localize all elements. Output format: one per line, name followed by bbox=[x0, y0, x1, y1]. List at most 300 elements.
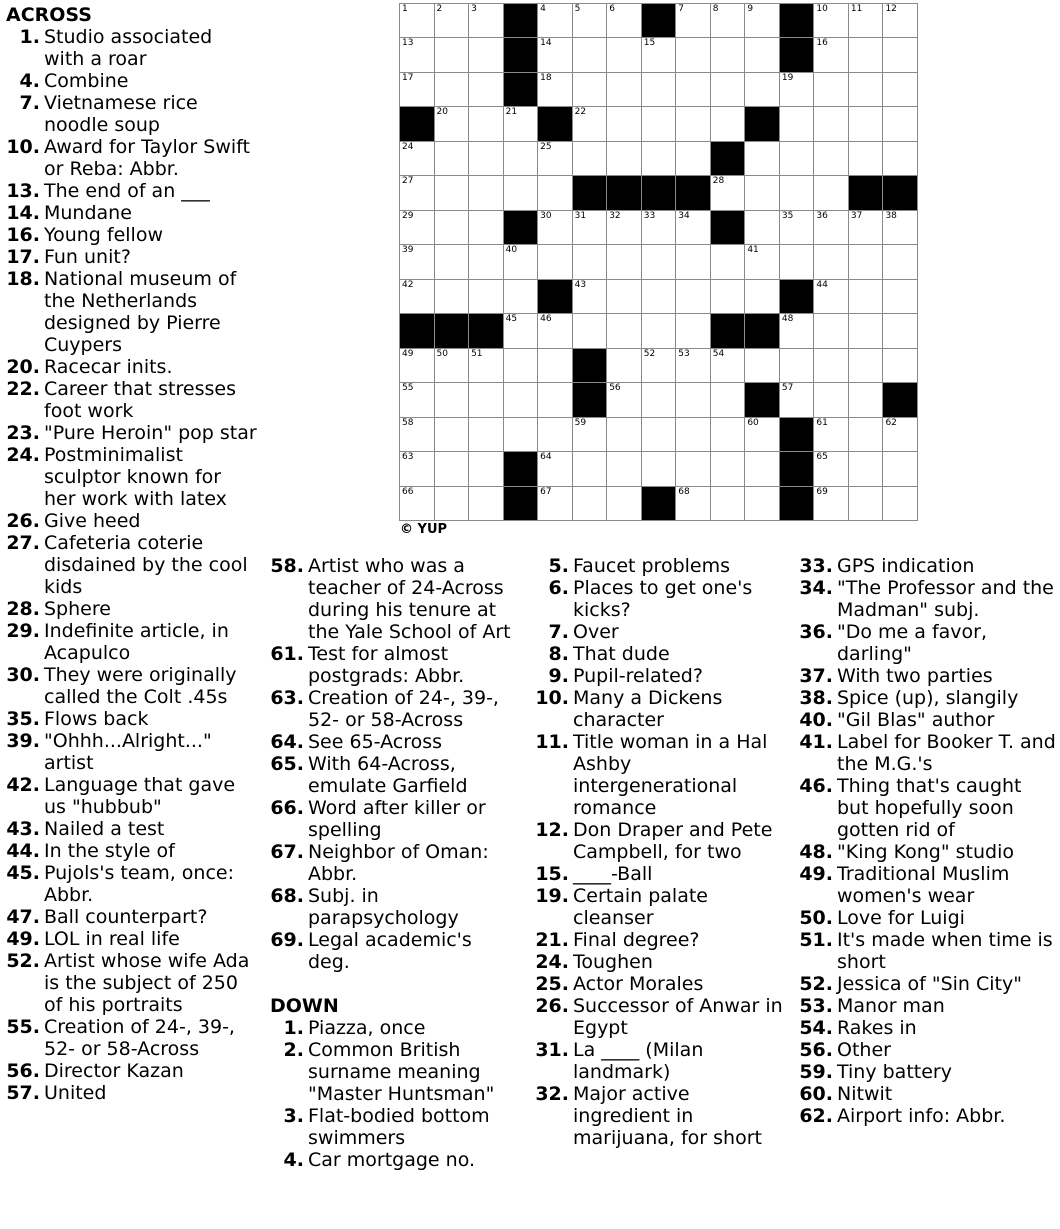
grid-cell[interactable] bbox=[469, 383, 504, 417]
grid-cell[interactable] bbox=[883, 349, 918, 383]
clue-text: Flat-bodied bottom swimmers bbox=[308, 1105, 490, 1149]
clue-text: La ____ (Milan landmark) bbox=[573, 1039, 704, 1083]
grid-cell[interactable] bbox=[469, 38, 504, 72]
grid-cell[interactable] bbox=[711, 73, 746, 107]
black-square bbox=[711, 142, 746, 176]
black-square bbox=[745, 383, 780, 417]
grid-cell[interactable] bbox=[504, 176, 539, 210]
clue-column-1 bbox=[6, 4, 258, 1104]
grid-cell[interactable] bbox=[538, 245, 573, 279]
across-clue bbox=[6, 532, 258, 598]
clue-number: 17. bbox=[6, 246, 40, 268]
grid-cell[interactable] bbox=[607, 314, 642, 348]
grid-cell[interactable] bbox=[504, 418, 539, 452]
clue-text: Flows back bbox=[44, 708, 149, 730]
grid-cell[interactable] bbox=[711, 383, 746, 417]
clue-number: 49. bbox=[6, 928, 40, 950]
cell-number: 63 bbox=[402, 452, 414, 463]
grid-cell[interactable] bbox=[745, 487, 780, 521]
clue-number: 63. bbox=[270, 687, 304, 709]
across-clue bbox=[6, 268, 258, 356]
across-clue bbox=[6, 378, 258, 422]
grid-cell[interactable] bbox=[711, 349, 746, 383]
grid-cell[interactable] bbox=[642, 280, 677, 314]
cell-number: 42 bbox=[402, 279, 414, 290]
down-clue bbox=[535, 973, 785, 995]
down-clue bbox=[799, 1061, 1057, 1083]
across-clue bbox=[6, 180, 258, 202]
grid-cell[interactable] bbox=[814, 142, 849, 176]
grid-cell[interactable] bbox=[607, 452, 642, 486]
grid-cell[interactable] bbox=[573, 142, 608, 176]
grid-cell[interactable] bbox=[745, 245, 780, 279]
grid-cell[interactable] bbox=[711, 107, 746, 141]
clue-text: It's made when time is short bbox=[837, 929, 1053, 973]
grid-cell[interactable] bbox=[676, 314, 711, 348]
grid-cell[interactable] bbox=[642, 452, 677, 486]
down-clue bbox=[799, 621, 1057, 665]
grid-cell[interactable] bbox=[573, 487, 608, 521]
grid-cell[interactable] bbox=[469, 73, 504, 107]
cell-number: 5 bbox=[574, 4, 581, 14]
down-clue bbox=[799, 1105, 1057, 1127]
cell-number: 7 bbox=[678, 4, 684, 14]
clue-text: Jessica of "Sin City" bbox=[837, 973, 1022, 995]
grid-cell[interactable] bbox=[538, 4, 573, 38]
grid-cell[interactable] bbox=[607, 383, 642, 417]
grid-cell[interactable] bbox=[814, 73, 849, 107]
grid-cell[interactable] bbox=[607, 418, 642, 452]
cell-number: 22 bbox=[574, 107, 587, 118]
grid-cell[interactable] bbox=[435, 211, 470, 245]
grid-cell[interactable] bbox=[745, 280, 780, 314]
cell-number: 3 bbox=[471, 4, 477, 14]
grid-cell[interactable] bbox=[814, 280, 849, 314]
grid-cell[interactable] bbox=[538, 38, 573, 72]
grid-cell[interactable] bbox=[849, 418, 884, 452]
grid-cell[interactable] bbox=[883, 4, 918, 38]
clue-number: 52. bbox=[799, 973, 833, 995]
grid-cell[interactable] bbox=[469, 142, 504, 176]
clue-number: 42. bbox=[6, 774, 40, 796]
grid-cell[interactable] bbox=[607, 38, 642, 72]
cell-number: 55 bbox=[402, 383, 414, 394]
grid-cell[interactable] bbox=[780, 349, 815, 383]
grid-cell[interactable] bbox=[435, 280, 470, 314]
grid-cell[interactable] bbox=[400, 176, 435, 210]
grid-cell[interactable] bbox=[883, 211, 918, 245]
grid-cell[interactable] bbox=[538, 142, 573, 176]
grid-cell[interactable] bbox=[435, 176, 470, 210]
down-clue bbox=[799, 665, 1057, 687]
grid-cell[interactable] bbox=[849, 314, 884, 348]
grid-cell[interactable] bbox=[469, 211, 504, 245]
grid-cell[interactable] bbox=[435, 452, 470, 486]
grid-cell[interactable] bbox=[745, 211, 780, 245]
grid-cell[interactable] bbox=[400, 280, 435, 314]
grid-cell[interactable] bbox=[814, 349, 849, 383]
cell-number: 41 bbox=[747, 245, 759, 256]
grid-cell[interactable] bbox=[573, 73, 608, 107]
down-clue bbox=[535, 863, 785, 885]
grid-cell[interactable] bbox=[573, 245, 608, 279]
grid-cell[interactable] bbox=[607, 4, 642, 38]
grid-cell[interactable] bbox=[676, 418, 711, 452]
grid-cell[interactable] bbox=[676, 349, 711, 383]
grid-cell[interactable] bbox=[400, 142, 435, 176]
grid-cell[interactable] bbox=[435, 245, 470, 279]
clue-number: 8. bbox=[548, 643, 569, 665]
grid-cell[interactable] bbox=[780, 314, 815, 348]
grid-cell[interactable] bbox=[435, 487, 470, 521]
clue-number: 47. bbox=[6, 906, 40, 928]
grid-cell[interactable] bbox=[400, 211, 435, 245]
grid-cell[interactable] bbox=[780, 245, 815, 279]
grid-cell[interactable] bbox=[849, 487, 884, 521]
grid-cell[interactable] bbox=[435, 107, 470, 141]
clue-text: United bbox=[44, 1082, 107, 1104]
clue-text: Faucet problems bbox=[573, 555, 731, 577]
clue-text: Director Kazan bbox=[44, 1060, 184, 1082]
grid-cell[interactable] bbox=[780, 107, 815, 141]
cell-number: 57 bbox=[781, 383, 794, 394]
grid-cell[interactable] bbox=[642, 245, 677, 279]
clue-number: 64. bbox=[270, 731, 304, 753]
grid-cell[interactable] bbox=[469, 452, 504, 486]
grid-cell[interactable] bbox=[676, 245, 711, 279]
grid-cell[interactable] bbox=[573, 38, 608, 72]
grid-cell[interactable] bbox=[400, 4, 435, 38]
grid-cell[interactable] bbox=[435, 349, 470, 383]
clue-number: 14. bbox=[6, 202, 40, 224]
clue-number: 3. bbox=[283, 1105, 304, 1127]
grid-cell[interactable] bbox=[814, 452, 849, 486]
grid-cell[interactable] bbox=[607, 73, 642, 107]
down-clue bbox=[799, 1083, 1057, 1105]
down-clue bbox=[535, 885, 785, 929]
clue-text: Postminimalist sculptor known for her work with latex bbox=[44, 444, 227, 510]
grid-cell[interactable] bbox=[642, 142, 677, 176]
across-clue bbox=[6, 664, 258, 708]
grid-cell[interactable] bbox=[745, 73, 780, 107]
grid-cell[interactable] bbox=[883, 73, 918, 107]
grid-cell[interactable] bbox=[883, 280, 918, 314]
grid-cell[interactable] bbox=[573, 452, 608, 486]
grid-cell[interactable] bbox=[676, 107, 711, 141]
grid-cell[interactable] bbox=[676, 142, 711, 176]
grid-cell[interactable] bbox=[849, 38, 884, 72]
clue-number: 16. bbox=[6, 224, 40, 246]
black-square bbox=[780, 418, 815, 452]
clue-text: Neighbor of Oman: Abbr. bbox=[308, 841, 489, 885]
grid-cell[interactable] bbox=[435, 418, 470, 452]
grid-cell[interactable] bbox=[400, 418, 435, 452]
clue-text: Other bbox=[837, 1039, 891, 1061]
clue-number: 35. bbox=[6, 708, 40, 730]
grid-cell[interactable] bbox=[435, 73, 470, 107]
grid-cell[interactable] bbox=[642, 38, 677, 72]
grid-cell[interactable] bbox=[711, 452, 746, 486]
grid-cell[interactable] bbox=[400, 383, 435, 417]
clue-text: In the style of bbox=[44, 840, 175, 862]
grid-cell[interactable] bbox=[676, 452, 711, 486]
grid-cell[interactable] bbox=[780, 73, 815, 107]
cell-number: 49 bbox=[402, 348, 414, 359]
grid-cell[interactable] bbox=[435, 142, 470, 176]
down-clue bbox=[799, 687, 1057, 709]
grid-cell[interactable] bbox=[504, 280, 539, 314]
grid-cell[interactable] bbox=[711, 418, 746, 452]
cell-number: 9 bbox=[747, 4, 754, 14]
grid-cell[interactable] bbox=[538, 176, 573, 210]
across-clue bbox=[6, 598, 258, 620]
grid-cell[interactable] bbox=[849, 245, 884, 279]
grid-cell[interactable] bbox=[400, 452, 435, 486]
grid-cell[interactable] bbox=[814, 38, 849, 72]
grid-cell[interactable] bbox=[849, 349, 884, 383]
grid-cell[interactable] bbox=[607, 280, 642, 314]
grid-cell[interactable] bbox=[400, 487, 435, 521]
across-clue bbox=[6, 1082, 258, 1104]
grid-cell[interactable] bbox=[745, 176, 780, 210]
black-square bbox=[642, 4, 677, 38]
grid-cell[interactable] bbox=[504, 383, 539, 417]
grid-cell[interactable] bbox=[711, 4, 746, 38]
grid-cell[interactable] bbox=[469, 176, 504, 210]
black-square bbox=[573, 383, 608, 417]
grid-cell[interactable] bbox=[469, 349, 504, 383]
grid-cell[interactable] bbox=[676, 280, 711, 314]
clue-number: 53. bbox=[799, 995, 833, 1017]
grid-cell[interactable] bbox=[814, 487, 849, 521]
grid-cell[interactable] bbox=[642, 418, 677, 452]
grid-cell[interactable] bbox=[780, 176, 815, 210]
grid-cell[interactable] bbox=[745, 452, 780, 486]
clue-number: 19. bbox=[535, 885, 569, 907]
clue-text: Fun unit? bbox=[44, 246, 131, 268]
grid-cell[interactable] bbox=[814, 211, 849, 245]
grid-cell[interactable] bbox=[469, 4, 504, 38]
across-clue bbox=[6, 510, 258, 532]
grid-cell[interactable] bbox=[849, 4, 884, 38]
clue-text: "Gil Blas" author bbox=[837, 709, 995, 731]
down-clue bbox=[799, 709, 1057, 731]
grid-cell[interactable] bbox=[400, 245, 435, 279]
clue-number: 66. bbox=[270, 797, 304, 819]
clue-number: 4. bbox=[283, 1149, 304, 1171]
black-square bbox=[780, 487, 815, 521]
grid-cell[interactable] bbox=[538, 211, 573, 245]
grid-cell[interactable] bbox=[711, 280, 746, 314]
grid-cell[interactable] bbox=[538, 73, 573, 107]
grid-cell[interactable] bbox=[435, 38, 470, 72]
grid-cell[interactable] bbox=[400, 349, 435, 383]
grid-cell[interactable] bbox=[711, 245, 746, 279]
grid-cell[interactable] bbox=[607, 107, 642, 141]
grid-cell[interactable] bbox=[642, 349, 677, 383]
clue-text: Word after killer or spelling bbox=[308, 797, 486, 841]
grid-cell[interactable] bbox=[538, 314, 573, 348]
grid-cell[interactable] bbox=[676, 73, 711, 107]
grid-cell[interactable] bbox=[607, 245, 642, 279]
down-clue bbox=[799, 995, 1057, 1017]
grid-cell[interactable] bbox=[400, 73, 435, 107]
grid-cell[interactable] bbox=[642, 383, 677, 417]
grid-cell[interactable] bbox=[883, 142, 918, 176]
grid-cell[interactable] bbox=[814, 107, 849, 141]
grid-cell[interactable] bbox=[814, 418, 849, 452]
clue-text: Test for almost postgrads: Abbr. bbox=[308, 643, 465, 687]
down-clue bbox=[799, 841, 1057, 863]
grid-cell[interactable] bbox=[573, 314, 608, 348]
grid-cell[interactable] bbox=[573, 280, 608, 314]
grid-cell[interactable] bbox=[676, 383, 711, 417]
clue-number: 27. bbox=[6, 532, 40, 554]
grid-cell[interactable] bbox=[780, 142, 815, 176]
grid-cell[interactable] bbox=[573, 107, 608, 141]
grid-cell[interactable] bbox=[538, 383, 573, 417]
grid-cell[interactable] bbox=[607, 487, 642, 521]
grid-cell[interactable] bbox=[883, 107, 918, 141]
grid-cell[interactable] bbox=[883, 487, 918, 521]
grid-cell[interactable] bbox=[642, 73, 677, 107]
down-clue bbox=[535, 951, 785, 973]
grid-cell[interactable] bbox=[504, 107, 539, 141]
copyright-label: © YUP bbox=[400, 522, 448, 537]
grid-cell[interactable] bbox=[883, 245, 918, 279]
grid-cell[interactable] bbox=[469, 418, 504, 452]
cell-number: 43 bbox=[574, 279, 587, 290]
grid-cell[interactable] bbox=[676, 211, 711, 245]
down-clue bbox=[799, 1017, 1057, 1039]
black-square bbox=[573, 349, 608, 383]
grid-cell[interactable] bbox=[469, 280, 504, 314]
grid-cell[interactable] bbox=[607, 142, 642, 176]
cell-number: 61 bbox=[816, 417, 828, 428]
grid-cell[interactable] bbox=[538, 349, 573, 383]
grid-cell[interactable] bbox=[538, 452, 573, 486]
grid-cell[interactable] bbox=[504, 349, 539, 383]
grid-cell[interactable] bbox=[435, 4, 470, 38]
grid-cell[interactable] bbox=[849, 383, 884, 417]
across-clue bbox=[6, 620, 258, 664]
grid-cell[interactable] bbox=[676, 38, 711, 72]
grid-cell[interactable] bbox=[676, 4, 711, 38]
across-clue bbox=[6, 26, 258, 70]
grid-cell[interactable] bbox=[883, 418, 918, 452]
grid-cell[interactable] bbox=[780, 211, 815, 245]
grid-cell[interactable] bbox=[814, 245, 849, 279]
black-square bbox=[504, 4, 539, 38]
grid-cell[interactable] bbox=[849, 142, 884, 176]
grid-cell[interactable] bbox=[814, 314, 849, 348]
down-clue bbox=[799, 973, 1057, 995]
cell-number: 11 bbox=[850, 4, 863, 14]
grid-cell[interactable] bbox=[504, 142, 539, 176]
grid-cell[interactable] bbox=[642, 211, 677, 245]
cell-number: 51 bbox=[471, 348, 483, 359]
grid-cell[interactable] bbox=[711, 487, 746, 521]
grid-cell[interactable] bbox=[849, 280, 884, 314]
grid-cell[interactable] bbox=[883, 452, 918, 486]
grid-cell[interactable] bbox=[883, 314, 918, 348]
grid-cell[interactable] bbox=[435, 383, 470, 417]
across-clue bbox=[6, 202, 258, 224]
black-square bbox=[607, 176, 642, 210]
grid-cell[interactable] bbox=[642, 314, 677, 348]
black-square bbox=[642, 176, 677, 210]
grid-cell[interactable] bbox=[538, 487, 573, 521]
grid-cell[interactable] bbox=[676, 487, 711, 521]
grid-cell[interactable] bbox=[400, 38, 435, 72]
black-square bbox=[676, 176, 711, 210]
cell-number: 18 bbox=[540, 72, 552, 83]
across-clue bbox=[6, 774, 258, 818]
grid-cell[interactable] bbox=[849, 452, 884, 486]
cell-number: 53 bbox=[678, 348, 690, 359]
grid-cell[interactable] bbox=[745, 142, 780, 176]
grid-cell[interactable] bbox=[711, 176, 746, 210]
clue-text: Sphere bbox=[44, 598, 111, 620]
clue-text: Traditional Muslim women's wear bbox=[837, 863, 1010, 907]
grid-cell[interactable] bbox=[814, 4, 849, 38]
clue-text: The end of an ___ bbox=[44, 180, 210, 202]
grid-cell[interactable] bbox=[849, 211, 884, 245]
grid-cell[interactable] bbox=[849, 73, 884, 107]
grid-cell[interactable] bbox=[745, 38, 780, 72]
grid-cell[interactable] bbox=[883, 38, 918, 72]
clue-number: 56. bbox=[799, 1039, 833, 1061]
grid-cell[interactable] bbox=[573, 211, 608, 245]
clue-text: Major active ingredient in marijuana, for short bbox=[573, 1083, 762, 1149]
grid-cell[interactable] bbox=[504, 314, 539, 348]
across-clue bbox=[6, 224, 258, 246]
down-clue bbox=[799, 1039, 1057, 1061]
black-square bbox=[538, 107, 573, 141]
grid-cell[interactable] bbox=[849, 107, 884, 141]
clue-text: Ball counterpart? bbox=[44, 906, 208, 928]
across-clue bbox=[6, 1016, 258, 1060]
grid-cell[interactable] bbox=[814, 176, 849, 210]
grid-cell[interactable] bbox=[538, 418, 573, 452]
across-clue bbox=[6, 840, 258, 862]
grid-cell[interactable] bbox=[469, 245, 504, 279]
clue-number: 62. bbox=[799, 1105, 833, 1127]
grid-cell[interactable] bbox=[469, 487, 504, 521]
clue-number: 4. bbox=[19, 70, 40, 92]
cell-number: 31 bbox=[574, 210, 587, 221]
grid-cell[interactable] bbox=[711, 38, 746, 72]
cell-number: 46 bbox=[540, 314, 552, 325]
grid-cell[interactable] bbox=[504, 245, 539, 279]
grid-cell[interactable] bbox=[814, 383, 849, 417]
down-clue bbox=[535, 555, 785, 577]
grid-cell[interactable] bbox=[607, 211, 642, 245]
grid-cell[interactable] bbox=[745, 4, 780, 38]
grid-cell[interactable] bbox=[642, 107, 677, 141]
grid-cell[interactable] bbox=[607, 349, 642, 383]
grid-cell[interactable] bbox=[573, 418, 608, 452]
clue-text: Nitwit bbox=[837, 1083, 893, 1105]
clue-number: 23. bbox=[6, 422, 40, 444]
grid-cell[interactable] bbox=[780, 383, 815, 417]
grid-cell[interactable] bbox=[573, 4, 608, 38]
grid-cell[interactable] bbox=[745, 349, 780, 383]
grid-cell[interactable] bbox=[745, 418, 780, 452]
cell-number: 6 bbox=[609, 4, 615, 14]
grid-cell[interactable] bbox=[469, 107, 504, 141]
clue-text: Racecar inits. bbox=[44, 356, 173, 378]
